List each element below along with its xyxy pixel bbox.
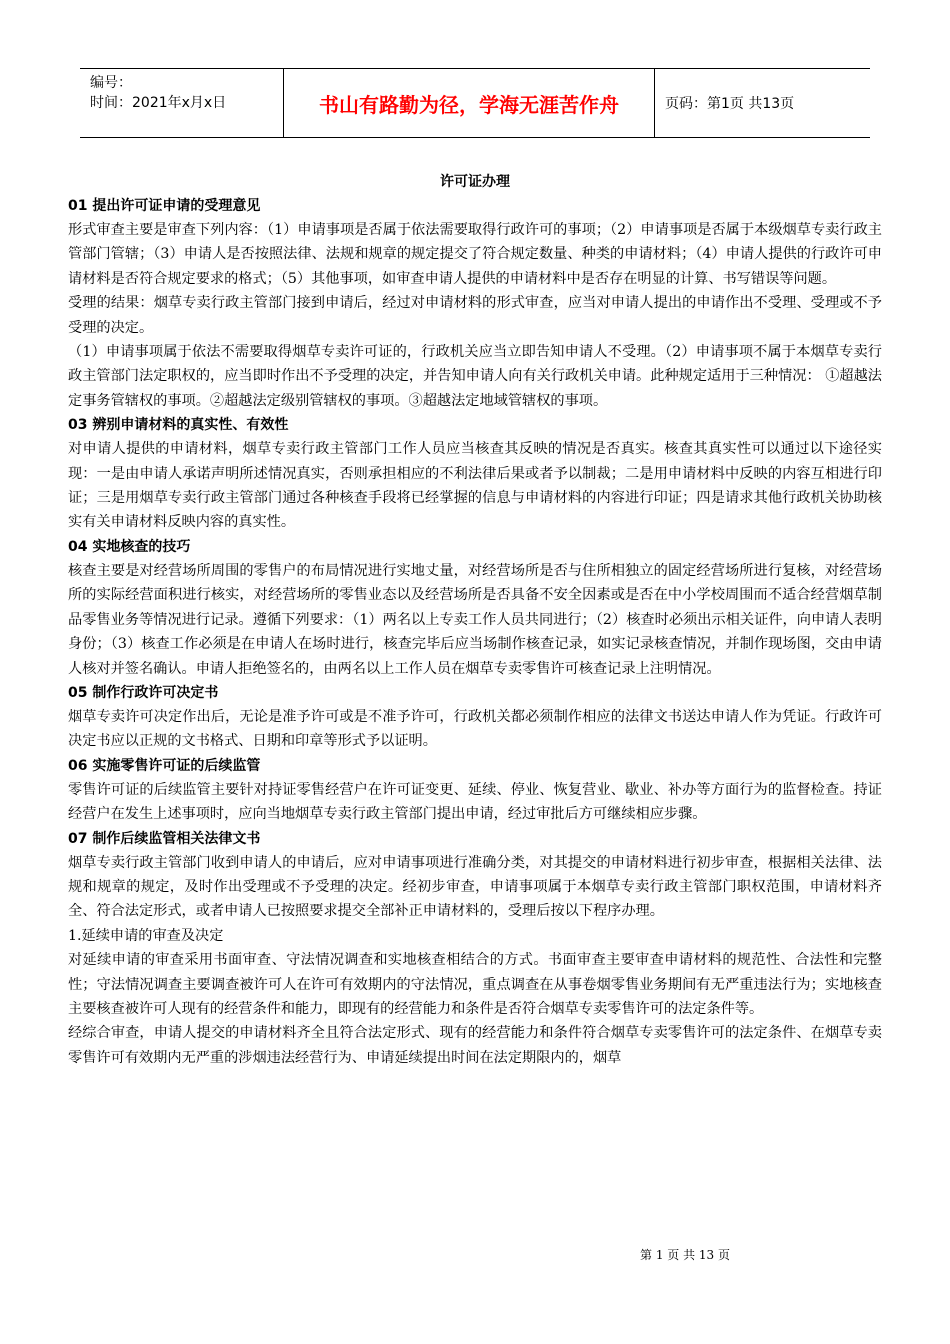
page-footer: 第 1 页 共 13 页: [640, 1248, 730, 1262]
section-heading: 04 实地核查的技巧: [68, 538, 191, 555]
section-heading: 06 实施零售许可证的后续监管: [68, 757, 261, 774]
paragraph: （1）申请事项属于依法不需要取得烟草专卖许可证的，行政机关应当立即告知申请人不受理。（2）申请事项不属于本烟草专卖行政主管部门法定职权的，应当即时作出不予受理的决定，并告知申请人向有关行政机关申请。此种规定适用于三种情况： ①超越法定事务管辖权的事项。②超越法定级别管辖权的事项。③超越法定地域管辖权的事项。: [68, 344, 882, 409]
header-time-label: 时间：2021年x月x日: [90, 95, 227, 111]
paragraph: 经综合审查，申请人提交的申请材料齐全且符合法定形式、现有的经营能力和条件符合烟草专卖零售许可的法定条件、在烟草专卖零售许可有效期内无严重的涉烟违法经营行为、申请延续提出时间在法定期限内的，烟草: [68, 1025, 882, 1066]
paragraph: 烟草专卖行政主管部门收到申请人的申请后，应对申请事项进行准确分类，对其提交的申请材料进行初步审查，根据相关法律、法规和规章的规定，及时作出受理或不予受理的决定。经初步审查，申请事项属于本烟草专卖行政主管部门职权范围，申请材料齐全、符合法定形式，或者申请人已按照要求提交全部补正申请材料的，受理后按以下程序办理。: [68, 854, 882, 920]
header-meta: [80, 69, 283, 137]
document-title: 许可证办理: [440, 174, 510, 190]
paragraph: 对申请人提供的申请材料，烟草专卖行政主管部门工作人员应当核查其反映的情况是否真实。核查其真实性可以通过以下途径实现：一是由申请人承诺声明所述情况真实，否则承担相应的不利法律后果或者予以制裁；二是用申请材料中反映的内容互相进行印证；三是用烟草专卖行政主管部门通过各种核查手段将已经掌握的信息与申请材料的内容进行印证；四是请求其他行政机关协助核实有关申请材料反映内容的真实性。: [68, 441, 882, 531]
header-number-label: 编号：: [90, 75, 132, 91]
paragraph: 对延续申请的审查采用书面审查、守法情况调查和实地核查相结合的方式。书面审查主要审查申请材料的规范性、合法性和完整性；守法情况调查主要调查被许可人在许可有效期内的守法情况，重点调查在从事卷烟零售业务期间有无严重违法行为；实地核查主要核查被许可人现有的经营条件和能力，即现有的经营能力和条件是否符合烟草专卖零售许可的法定条件等。: [68, 952, 882, 1017]
paragraph: 零售许可证的后续监管主要针对持证零售经营户在许可证变更、延续、停业、恢复营业、歇业、补办等方面行为的监督检查。持证经营户在发生上述事项时，应向当地烟草专卖行政主管部门提出申请，经过审批后方可继续相应步骤。: [68, 781, 882, 823]
section-heading: 05 制作行政许可决定书: [68, 684, 219, 701]
header-motto: 书山有路勤为径，学海无涯苦作舟: [283, 69, 655, 137]
document-sections: [68, 194, 882, 1070]
section-heading: 01 提出许可证申请的受理意见: [68, 198, 261, 214]
paragraph: 核查主要是对经营场所周围的零售户的布局情况进行实地丈量，对经营场所是否与住所相独立的固定经营场所进行复核，对经营场所的实际经营面积进行核实，对经营场所的零售业态以及经营场所是否具备不安全因素或是否在中小学校周围而不适合经营烟草制品零售业务等情况进行记录。遵循下列要求：（1）两名以上专卖工作人员共同进行；（2）核查时必须出示相关证件，向申请人表明身份；（3）核查工作必须是在申请人在场时进行，核查完毕后应当场制作核查记录，如实记录核查情况，并制作现场图，交由申请人核对并签名确认。申请人拒绝签名的，由两名以上工作人员在烟草专卖零售许可核查记录上注明情况。: [68, 562, 882, 677]
document-header: [80, 68, 870, 138]
section-heading: 07 制作后续监管相关法律文书: [68, 830, 261, 847]
paragraph: 1.延续申请的审查及决定: [68, 927, 224, 944]
paragraph: 烟草专卖许可决定作出后，无论是准予许可或是不准予许可，行政机关都必须制作相应的法律文书送达申请人作为凭证。行政许可决定书应以正规的文书格式、日期和印章等形式予以证明。: [68, 708, 882, 750]
header-page-info: 页码：第1页 共13页: [665, 96, 795, 112]
paragraph: 形式审查主要是审查下列内容：（1）申请事项是否属于依法需要取得行政许可的事项；（2）申请事项是否属于本级烟草专卖行政主管部门管辖；（3）申请人是否按照法律、法规和规章的规定提交了符合规定数量、种类的申请材料；（4）申请人提供的行政许可申请材料是否符合规定要求的格式；（5）其他事项，如审查申请人提供的申请材料中是否存在明显的计算、书写错误等问题。: [68, 222, 882, 287]
section-heading: 03 辨别申请材料的真实性、有效性: [68, 417, 289, 434]
document-body: [68, 170, 882, 1070]
paragraph: 受理的结果：烟草专卖行政主管部门接到申请后，经过对申请材料的形式审查，应当对申请人提出的申请作出不受理、受理或不予受理的决定。: [68, 295, 882, 336]
